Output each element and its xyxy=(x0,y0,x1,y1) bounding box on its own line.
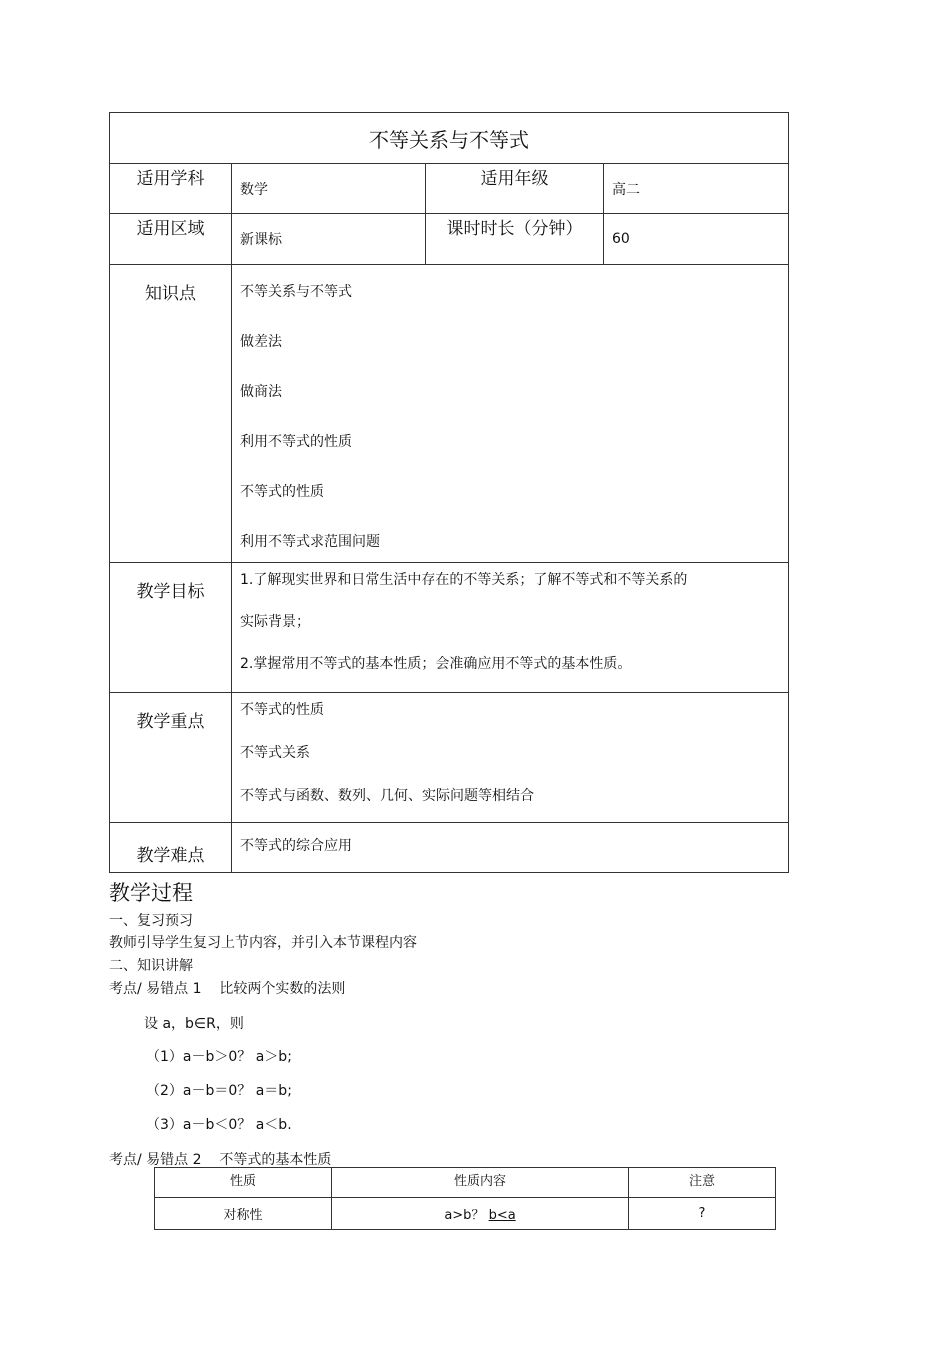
table-row xyxy=(155,1198,776,1230)
region-label: 适用区域 xyxy=(110,214,232,265)
duration-value: 60 xyxy=(604,214,789,265)
review-heading: 一、复习预习 xyxy=(109,913,193,929)
review-text: 教师引导学生复习上节内容，并引入本节课程内容 xyxy=(109,935,417,951)
page-title: 不等关系与不等式 xyxy=(110,113,789,164)
goals-label: 教学目标 xyxy=(110,563,232,693)
premise: 设 a，b∈R，则 xyxy=(144,1016,244,1032)
goal-line: 实际背景； xyxy=(240,614,310,630)
knowledge-points xyxy=(232,265,789,563)
rule-line: （1）a－b＞0？ a＞b; xyxy=(146,1049,292,1065)
goals xyxy=(232,563,789,693)
difficulty-value: 不等式的综合应用 xyxy=(232,823,789,873)
knowledge-point: 不等式的性质 xyxy=(240,484,324,500)
content-prefix: a>b？ xyxy=(444,1208,489,1223)
property-note: ? xyxy=(629,1198,776,1230)
point1-heading: 考点/ 易错点 1 比较两个实数的法则 xyxy=(109,981,346,997)
rule-line: （3）a－b＜0？ a＜b. xyxy=(146,1117,292,1133)
knowledge-point: 做差法 xyxy=(240,334,282,350)
knowledge-point: 利用不等式的性质 xyxy=(240,434,352,450)
difficulty-label: 教学难点 xyxy=(110,823,232,873)
subject-label: 适用学科 xyxy=(110,164,232,214)
properties-table xyxy=(154,1167,776,1230)
content-underlined: b<a xyxy=(488,1208,516,1223)
subject-value: 数学 xyxy=(232,164,426,214)
process-heading: 教学过程 xyxy=(109,881,193,905)
table-header: 注意 xyxy=(629,1168,776,1198)
grade-label: 适用年级 xyxy=(426,164,604,214)
goal-line: 1.了解现实世界和日常生活中存在的不等关系；了解不等式和不等关系的 xyxy=(240,572,688,588)
key-point: 不等式关系 xyxy=(240,745,310,761)
lesson-info-table xyxy=(109,112,789,873)
knowledge-label: 知识点 xyxy=(110,265,232,563)
knowledge-point: 做商法 xyxy=(240,384,282,400)
property-content xyxy=(332,1198,629,1230)
table-header: 性质内容 xyxy=(332,1168,629,1198)
point2-heading: 考点/ 易错点 2 不等式的基本性质 xyxy=(109,1152,332,1168)
key-points xyxy=(232,693,789,823)
grade-value: 高二 xyxy=(604,164,789,214)
property-name: 对称性 xyxy=(155,1198,332,1230)
knowledge-point: 不等关系与不等式 xyxy=(240,284,352,300)
region-value: 新课标 xyxy=(232,214,426,265)
rule-line: （2）a－b＝0？ a＝b; xyxy=(146,1083,292,1099)
key-points-label: 教学重点 xyxy=(110,693,232,823)
duration-label: 课时时长（分钟） xyxy=(426,214,604,265)
key-point: 不等式的性质 xyxy=(240,702,324,718)
key-point: 不等式与函数、数列、几何、实际问题等相结合 xyxy=(240,788,534,804)
knowledge-point: 利用不等式求范围问题 xyxy=(240,534,380,550)
goal-line: 2.掌握常用不等式的基本性质；会准确应用不等式的基本性质。 xyxy=(240,656,632,672)
explain-heading: 二、知识讲解 xyxy=(109,958,193,974)
table-header: 性质 xyxy=(155,1168,332,1198)
